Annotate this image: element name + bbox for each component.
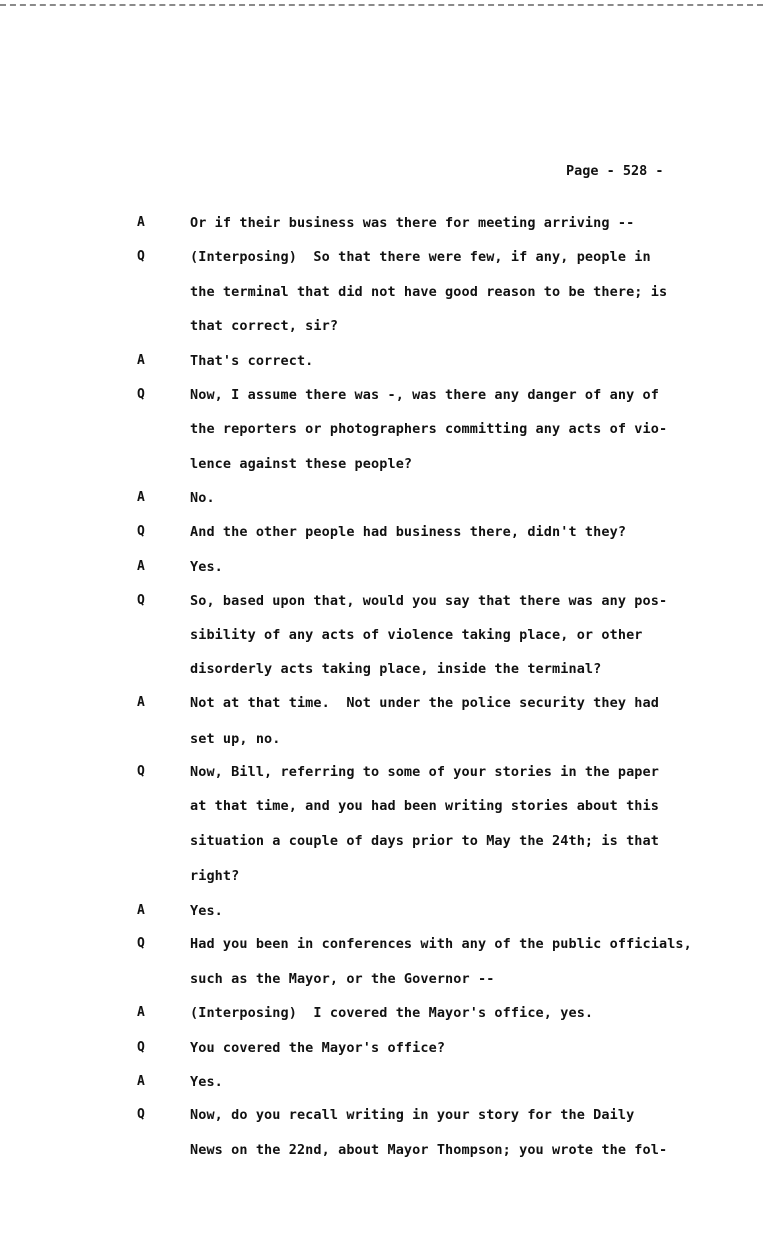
transcript-line [0,1005,763,1025]
line-text: disorderly acts taking place, inside the terminal? [190,661,602,677]
line-text: Or if their business was there for meeting arriving -- [190,215,635,231]
speaker-label: A [137,903,145,918]
line-text: lence against these people? [190,456,413,472]
transcript-line [0,284,763,304]
transcript-line [0,833,763,853]
speaker-label: A [137,490,145,505]
line-text: sibility of any acts of violence taking place, or other [190,627,643,643]
transcript-line [0,593,763,613]
transcript-line [0,1142,763,1162]
speaker-label: Q [137,387,145,402]
line-text: You covered the Mayor's office? [190,1040,446,1056]
line-text: News on the 22nd, about Mayor Thompson; you wrote the fol- [190,1142,668,1158]
transcript-line [0,627,763,647]
transcript-line [0,215,763,235]
page-number: Page - 528 - [566,163,664,179]
transcript-line [0,695,763,715]
speaker-label: A [137,559,145,574]
transcript-line [0,1040,763,1060]
line-text: the reporters or photographers committing any acts of vio- [190,421,668,437]
transcript-line [0,421,763,441]
speaker-label: Q [137,249,145,264]
transcript-line [0,387,763,407]
transcript-line [0,456,763,476]
speaker-label: Q [137,1107,145,1122]
line-text: such as the Mayor, or the Governor -- [190,971,495,987]
line-text: Yes. [190,1074,223,1090]
line-text: And the other people had business there, didn't they? [190,524,627,540]
transcript-line [0,936,763,956]
speaker-label: Q [137,524,145,539]
line-text: the terminal that did not have good reason to be there; is [190,284,668,300]
transcript-line [0,353,763,373]
transcript-line [0,1074,763,1094]
line-text: (Interposing) I covered the Mayor's office, yes. [190,1005,594,1021]
speaker-label: A [137,695,145,710]
speaker-label: A [137,1005,145,1020]
transcript-line [0,1107,763,1127]
line-text: Had you been in conferences with any of the public officials, [190,936,692,952]
speaker-label: A [137,353,145,368]
transcript-line [0,764,763,784]
transcript-line [0,490,763,510]
speaker-label: Q [137,936,145,951]
transcript-line [0,661,763,681]
transcript-line [0,524,763,544]
line-text: Not at that time. Not under the police security they had [190,695,659,711]
transcript-line [0,868,763,888]
line-text: That's correct. [190,353,314,369]
line-text: that correct, sir? [190,318,339,334]
transcript-line [0,971,763,991]
speaker-label: A [137,215,145,230]
line-text: Now, I assume there was -, was there any danger of any of [190,387,659,403]
speaker-label: Q [137,764,145,779]
line-text: No. [190,490,215,506]
line-text: (Interposing) So that there were few, if any, people in [190,249,651,265]
line-text: situation a couple of days prior to May the 24th; is that [190,833,659,849]
transcript-line [0,249,763,269]
transcript-line [0,559,763,579]
line-text: set up, no. [190,731,281,747]
line-text: Now, Bill, referring to some of your stories in the paper [190,764,659,780]
page-top-rule [0,4,763,6]
line-text: at that time, and you had been writing stories about this [190,798,659,814]
line-text: Yes. [190,903,223,919]
line-text: Yes. [190,559,223,575]
speaker-label: Q [137,593,145,608]
speaker-label: A [137,1074,145,1089]
transcript-line [0,318,763,338]
transcript-line [0,798,763,818]
line-text: Now, do you recall writing in your story for the Daily [190,1107,635,1123]
speaker-label: Q [137,1040,145,1055]
line-text: right? [190,868,240,884]
transcript-line [0,731,763,751]
line-text: So, based upon that, would you say that there was any pos- [190,593,668,609]
transcript-line [0,903,763,923]
